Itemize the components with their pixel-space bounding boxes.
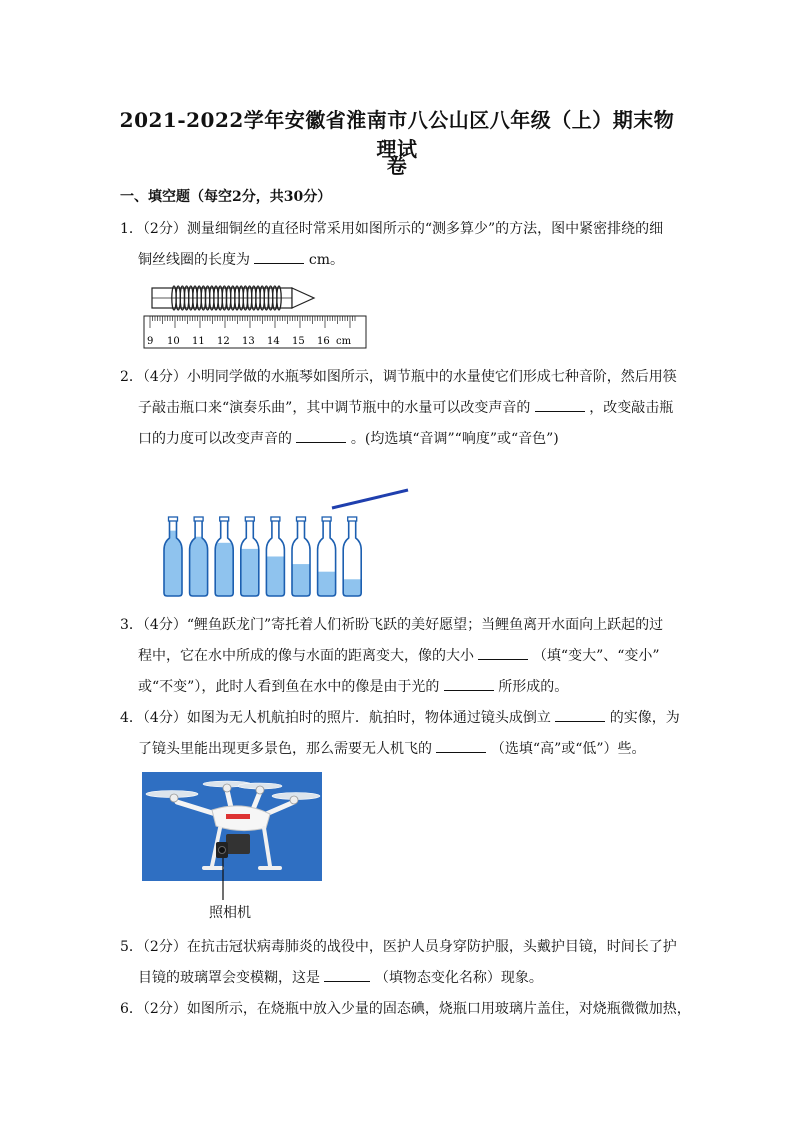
q4-text-2a: 了镜头里能出现更多景色，那么需要无人机飞的 bbox=[138, 741, 432, 757]
q3-answer-blank-1[interactable] bbox=[478, 645, 528, 660]
q2-text-line1: 2．（4分）小明同学做的水瓶琴如图所示，调节瓶中的水量使它们形成七种音阶，然后用筷 bbox=[120, 369, 677, 385]
q2-text-line2 bbox=[138, 397, 673, 417]
ruler-coil-figure bbox=[140, 282, 370, 352]
bottle-water bbox=[215, 543, 233, 596]
q5-answer-blank[interactable] bbox=[324, 967, 370, 982]
q1-text-2b: cm。 bbox=[308, 252, 345, 268]
q1-text-2a: 铜丝线圈的长度为 bbox=[138, 252, 250, 268]
chopstick bbox=[332, 490, 408, 508]
ruler-label-16: 16 bbox=[317, 336, 330, 347]
bottle-water bbox=[266, 556, 284, 596]
bottle-lip bbox=[322, 517, 331, 521]
section-heading: 一、填空题（每空2分，共30分） bbox=[120, 189, 332, 205]
q3-answer-blank-2[interactable] bbox=[444, 676, 494, 691]
q4-text-1b: 的实像，为 bbox=[609, 710, 680, 726]
water-bottles-figure bbox=[160, 484, 420, 600]
q1-answer-blank[interactable] bbox=[254, 249, 304, 264]
q3-text-line3 bbox=[138, 676, 568, 696]
bottle-lip bbox=[220, 517, 229, 521]
q2-text-3a: 口的力度可以改变声音的 bbox=[138, 431, 292, 447]
q3-text-2b: （填“变大”、“变小” bbox=[532, 648, 660, 664]
bottle-water bbox=[292, 564, 310, 596]
ruler-unit: cm bbox=[336, 336, 352, 347]
q2-text-2b: ，改变敲击瓶 bbox=[589, 400, 674, 416]
ruler-label-14: 14 bbox=[267, 336, 280, 347]
ruler-label-13: 13 bbox=[242, 336, 255, 347]
bottle-lip bbox=[169, 517, 178, 521]
bottle-water bbox=[343, 579, 361, 596]
q3-text-3a: 或“不变”），此时人看到鱼在水中的像是由于光的 bbox=[138, 679, 440, 695]
q2-answer-blank-1[interactable] bbox=[535, 397, 585, 412]
q1-text-line1: 1．（2分）测量细铜丝的直径时常采用如图所示的“测多算少”的方法，图中紧密排绕的细 bbox=[120, 221, 664, 237]
q2-text-3b: 。(均选填“音调”“响度”或“音色”) bbox=[350, 431, 559, 447]
bottle-lip bbox=[348, 517, 357, 521]
bottle-water bbox=[241, 549, 259, 596]
bottle-water bbox=[190, 537, 208, 596]
page-title-cont: 卷 bbox=[386, 154, 408, 178]
pencil-tip bbox=[292, 288, 314, 308]
q4-text-2b: （选填“高”或“低”）些。 bbox=[490, 741, 646, 757]
q5-text-2a: 目镜的玻璃罩会变模糊，这是 bbox=[138, 970, 320, 986]
page-title: 2021-2022学年安徽省淮南市八公山区八年级（上）期末物理试 bbox=[119, 108, 675, 161]
camera-caption: 照相机 bbox=[209, 905, 251, 921]
bottle-lip bbox=[194, 517, 203, 521]
bottle-lip bbox=[297, 517, 306, 521]
q4-answer-blank-1[interactable] bbox=[555, 707, 605, 722]
ruler-label-11: 11 bbox=[192, 336, 205, 347]
q2-answer-blank-2[interactable] bbox=[296, 428, 346, 443]
q2-text-line3 bbox=[138, 428, 559, 448]
q3-text-3b: 所形成的。 bbox=[498, 679, 569, 695]
ruler-label-10: 10 bbox=[167, 336, 180, 347]
q4-answer-blank-2[interactable] bbox=[436, 738, 486, 753]
q5-text-line2 bbox=[138, 967, 543, 987]
bottle-lip bbox=[271, 517, 280, 521]
camera-icon bbox=[226, 834, 250, 854]
q2-text-2a: 子敲击瓶口来“演奏乐曲”，其中调节瓶中的水量可以改变声音的 bbox=[138, 400, 531, 416]
q1-text-line2 bbox=[138, 249, 344, 269]
bottle-water bbox=[318, 572, 336, 596]
q4-text-1a: 4．（4分）如图为无人机航拍时的照片．航拍时，物体通过镜头成倒立 bbox=[120, 710, 551, 726]
bottle-lip bbox=[245, 517, 254, 521]
ruler-label-15: 15 bbox=[292, 336, 305, 347]
q3-text-line2 bbox=[138, 645, 660, 665]
q5-text-line1: 5．（2分）在抗击冠状病毒肺炎的战役中，医护人员身穿防护服，头戴护目镜，时间长了护 bbox=[120, 939, 677, 955]
ruler-label-12: 12 bbox=[217, 336, 230, 347]
q3-text-2a: 程中，它在水中所成的像与水面的距离变大，像的大小 bbox=[138, 648, 474, 664]
drone-stripe bbox=[226, 814, 250, 819]
q4-text-line1 bbox=[120, 707, 680, 727]
q6-text-line1: 6．（2分）如图所示，在烧瓶中放入少量的固态碘，烧瓶口用玻璃片盖住，对烧瓶微微加热， bbox=[120, 1001, 691, 1017]
drone-photo bbox=[142, 772, 322, 902]
q3-text-line1: 3．（4分）“鲤鱼跃龙门”寄托着人们祈盼飞跃的美好愿望；当鲤鱼离开水面向上跃起的过 bbox=[120, 617, 664, 633]
ruler-label-9: 9 bbox=[147, 336, 154, 347]
q5-text-2b: （填物态变化名称）现象。 bbox=[374, 970, 543, 986]
bottle-row bbox=[164, 517, 361, 596]
copper-coil bbox=[172, 286, 281, 310]
q4-text-line2 bbox=[138, 738, 646, 758]
